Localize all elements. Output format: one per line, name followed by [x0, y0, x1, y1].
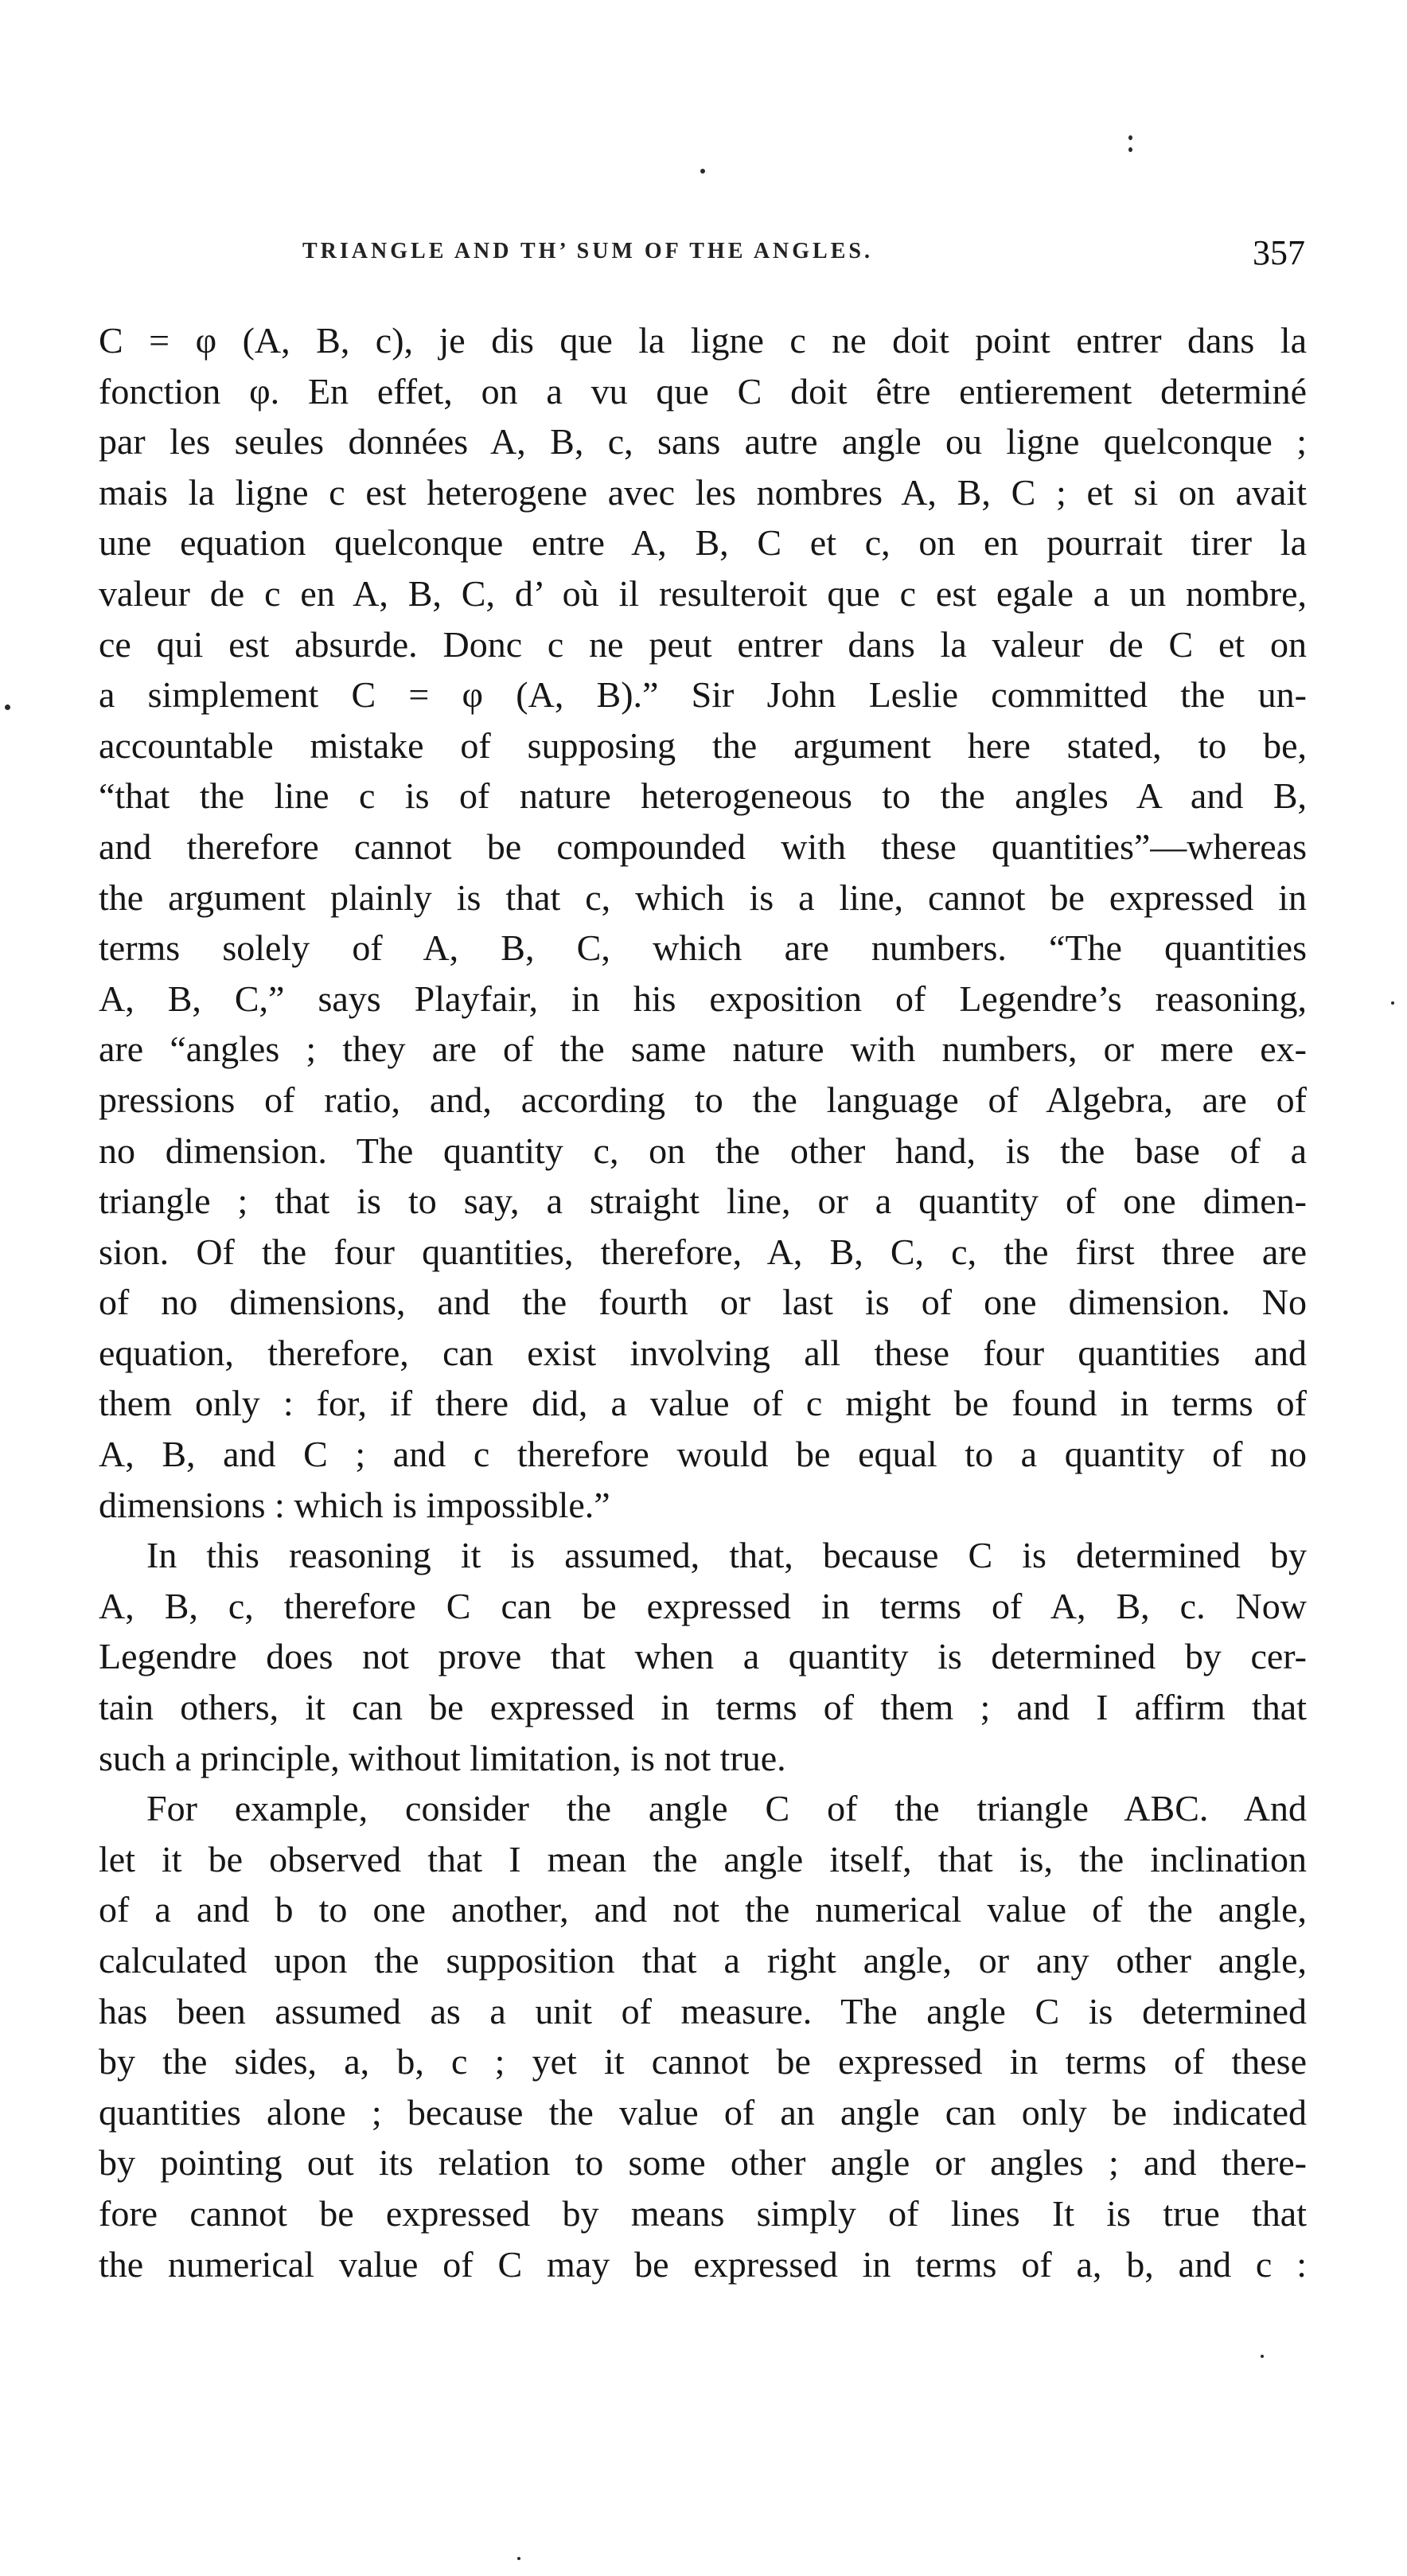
- text-line: of a and b to one another, and not the numerical value of the angle,: [99, 1889, 1307, 1930]
- text-line: such a principle, without limitation, is not true.: [99, 1737, 786, 1778]
- text-line: accountable mistake of supposing the argument here stated, to be,: [99, 724, 1307, 766]
- body-text: [99, 315, 1307, 2289]
- text-line: A, B, and C ; and c therefore would be equal to a quantity of no: [99, 1434, 1307, 1475]
- text-line: fore cannot be expressed by means simply of lines It is true that: [99, 2192, 1307, 2234]
- text-line: “that the line c is of nature heterogeneous to the angles A and B,: [99, 775, 1307, 817]
- scan-speck: [700, 169, 705, 174]
- page-header: [302, 232, 1305, 280]
- text-line: Legendre does not prove that when a quantity is determined by cer-: [99, 1636, 1307, 1677]
- text-line: let it be observed that I mean the angle itself, that is, the inclination: [99, 1838, 1307, 1879]
- scan-speck: [1128, 147, 1132, 152]
- text-line: them only : for, if there did, a value of c might be found in terms of: [99, 1383, 1307, 1424]
- paragraph-3: [99, 1783, 1307, 2289]
- text-line: pressions of ratio, and, according to the language of Algebra, are of: [99, 1079, 1307, 1120]
- text-line: quantities alone ; because the value of an angle can only be indicated: [99, 2091, 1307, 2133]
- scan-speck: [1391, 1001, 1394, 1005]
- text-line: equation, therefore, can exist involving all these four quantities and: [99, 1332, 1307, 1373]
- text-line: of no dimensions, and the fourth or last is of one dimension. No: [99, 1282, 1307, 1323]
- text-line: no dimension. The quantity c, on the other hand, is the base of a: [99, 1130, 1307, 1171]
- text-line: fonction φ. En effet, on a vu que C doit être entierement determiné: [99, 370, 1307, 412]
- running-head: TRIANGLE AND TH’ SUM OF THE ANGLES.: [302, 239, 873, 263]
- text-line: sion. Of the four quantities, therefore, A, B, C, c, the first three are: [99, 1231, 1307, 1272]
- text-line: C = φ (A, B, c), je dis que la ligne c ne doit point entrer dans la: [99, 320, 1307, 361]
- text-line: are “angles ; they are of the same nature with numbers, or mere ex-: [99, 1028, 1307, 1070]
- text-line: tain others, it can be expressed in terms of them ; and I affirm that: [99, 1687, 1307, 1728]
- text-line: dimensions : which is impossible.”: [99, 1484, 610, 1525]
- text-line: triangle ; that is to say, a straight line, or a quantity of one dimen-: [99, 1181, 1307, 1222]
- scan-speck: [5, 704, 10, 710]
- text-line: and therefore cannot be compounded with these quantities”—whereas: [99, 825, 1307, 867]
- text-line: ce qui est absurde. Donc c ne peut entrer dans la valeur de C et on: [99, 623, 1307, 665]
- page-number: 357: [1253, 233, 1305, 272]
- scan-speck: [517, 2557, 520, 2560]
- paragraph-1: [99, 315, 1307, 1530]
- text-line: mais la ligne c est heterogene avec les nombres A, B, C ; et si on avait: [99, 471, 1307, 513]
- text-line: the argument plainly is that c, which is a line, cannot be expressed in: [99, 876, 1307, 918]
- scan-speck: [1261, 2355, 1264, 2358]
- text-line: For example, consider the angle C of the triangle ABC. And: [146, 1788, 1307, 1829]
- text-line: par les seules données A, B, c, sans autre angle ou ligne quelconque ;: [99, 421, 1307, 463]
- paragraph-2: [99, 1530, 1307, 1783]
- text-line: A, B, C,” says Playfair, in his exposition of Legendre’s reasoning,: [99, 978, 1307, 1019]
- text-line: the numerical value of C may be expressed in terms of a, b, and c :: [99, 2243, 1307, 2285]
- text-line: une equation quelconque entre A, B, C et c, on en pourrait tirer la: [99, 522, 1307, 564]
- text-line: terms solely of A, B, C, which are numbers. “The quantities: [99, 927, 1307, 969]
- text-line: by pointing out its relation to some other angle or angles ; and there-: [99, 2142, 1307, 2184]
- scan-speck: [1128, 135, 1132, 140]
- text-line: has been assumed as a unit of measure. The angle C is determined: [99, 1990, 1307, 2032]
- text-line: In this reasoning it is assumed, that, because C is determined by: [146, 1535, 1307, 1576]
- text-line: A, B, c, therefore C can be expressed in terms of A, B, c. Now: [99, 1585, 1307, 1626]
- text-line: calculated upon the supposition that a right angle, or any other angle,: [99, 1940, 1307, 1981]
- text-line: valeur de c en A, B, C, d’ où il resulteroit que c est egale a un nombre,: [99, 572, 1307, 614]
- text-line: by the sides, a, b, c ; yet it cannot be expressed in terms of these: [99, 2041, 1307, 2082]
- text-line: a simplement C = φ (A, B).” Sir John Leslie committed the un-: [99, 674, 1307, 716]
